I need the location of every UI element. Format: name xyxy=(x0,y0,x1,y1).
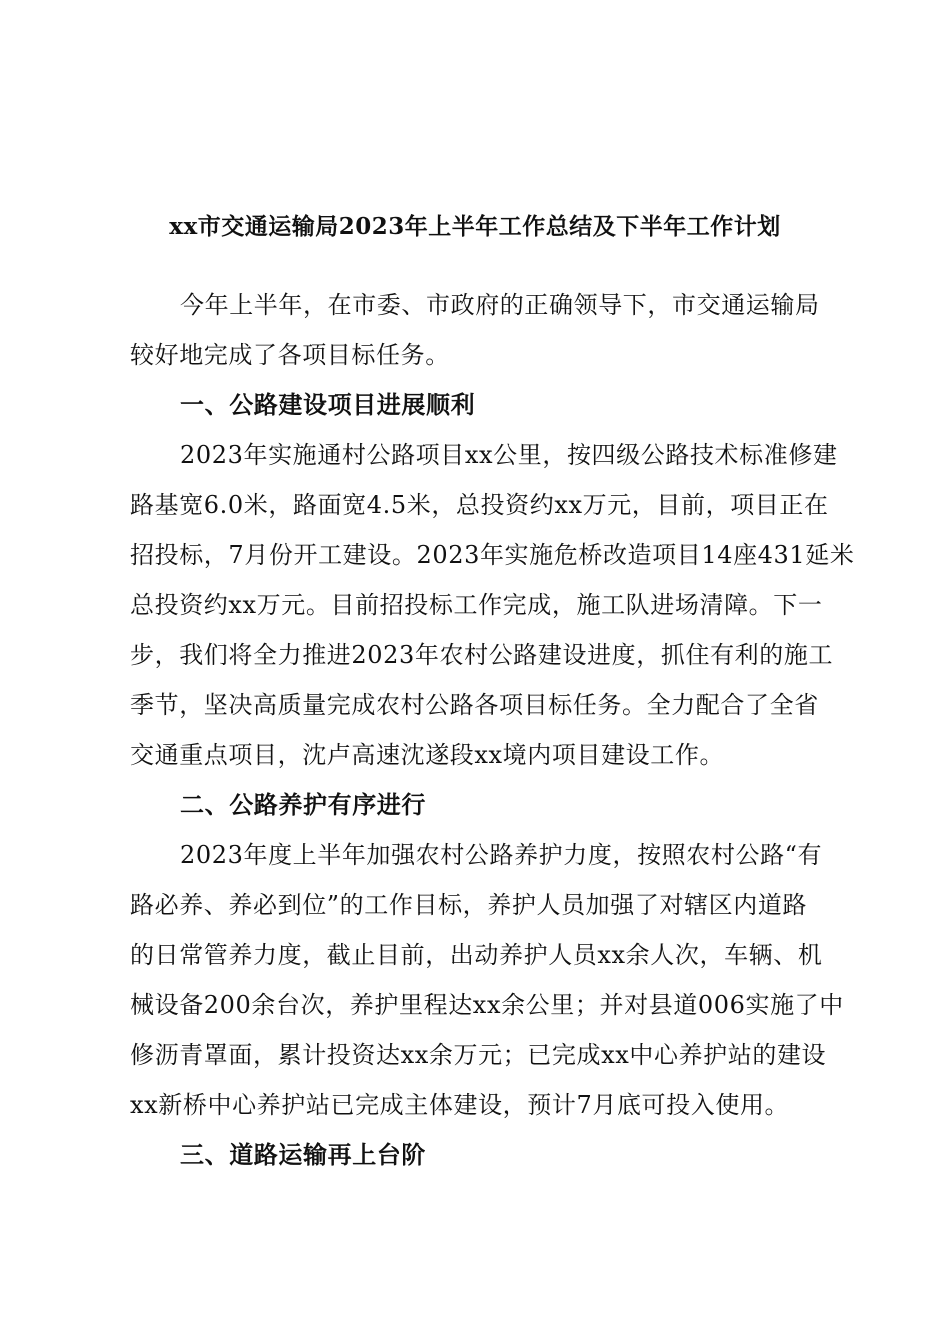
paragraph-line: 2023年实施通村公路项目xx公里，按四级公路技术标准修建 xyxy=(180,441,838,469)
paragraph-line: 修沥青罩面，累计投资达xx余万元；已完成xx中心养护站的建设 xyxy=(130,1041,827,1069)
paragraph-line: 路基宽6.0米，路面宽4.5米，总投资约xx万元，目前，项目正在 xyxy=(130,491,829,519)
paragraph-line: 季节，坚决高质量完成农村公路各项目标任务。全力配合了全省 xyxy=(130,691,819,719)
section-heading-3: 三、道路运输再上台阶 xyxy=(180,1140,426,1169)
paragraph-line: 械设备200余台次，养护里程达xx余公里；并对县道006实施了中 xyxy=(130,991,844,1019)
section-heading-1: 一、公路建设项目进展顺利 xyxy=(180,390,476,419)
paragraph-line: 2023年度上半年加强农村公路养护力度，按照农村公路“有 xyxy=(180,841,823,869)
paragraph-line: 的日常管养力度，截止目前，出动养护人员xx余人次，车辆、机 xyxy=(130,941,823,969)
paragraph-line: 步，我们将全力推进2023年农村公路建设进度，抓住有利的施工 xyxy=(130,641,834,669)
intro-line: 较好地完成了各项目标任务。 xyxy=(130,341,450,369)
paragraph-line: 总投资约xx万元。目前招投标工作完成，施工队进场清障。下一 xyxy=(130,591,823,619)
paragraph-line: 招投标，7月份开工建设。2023年实施危桥改造项目14座431延米 xyxy=(130,541,855,569)
intro-line: 今年上半年，在市委、市政府的正确领导下，市交通运输局 xyxy=(180,291,820,319)
section-heading-2: 二、公路养护有序进行 xyxy=(180,790,426,819)
paragraph-line: xx新桥中心养护站已完成主体建设，预计7月底可投入使用。 xyxy=(130,1091,790,1119)
paragraph-line: 路必养、养必到位”的工作目标，养护人员加强了对辖区内道路 xyxy=(130,891,808,919)
document-title: xx市交通运输局2023年上半年工作总结及下半年工作计划 xyxy=(169,213,781,240)
paragraph-line: 交通重点项目，沈卢高速沈遂段xx境内项目建设工作。 xyxy=(130,741,725,769)
